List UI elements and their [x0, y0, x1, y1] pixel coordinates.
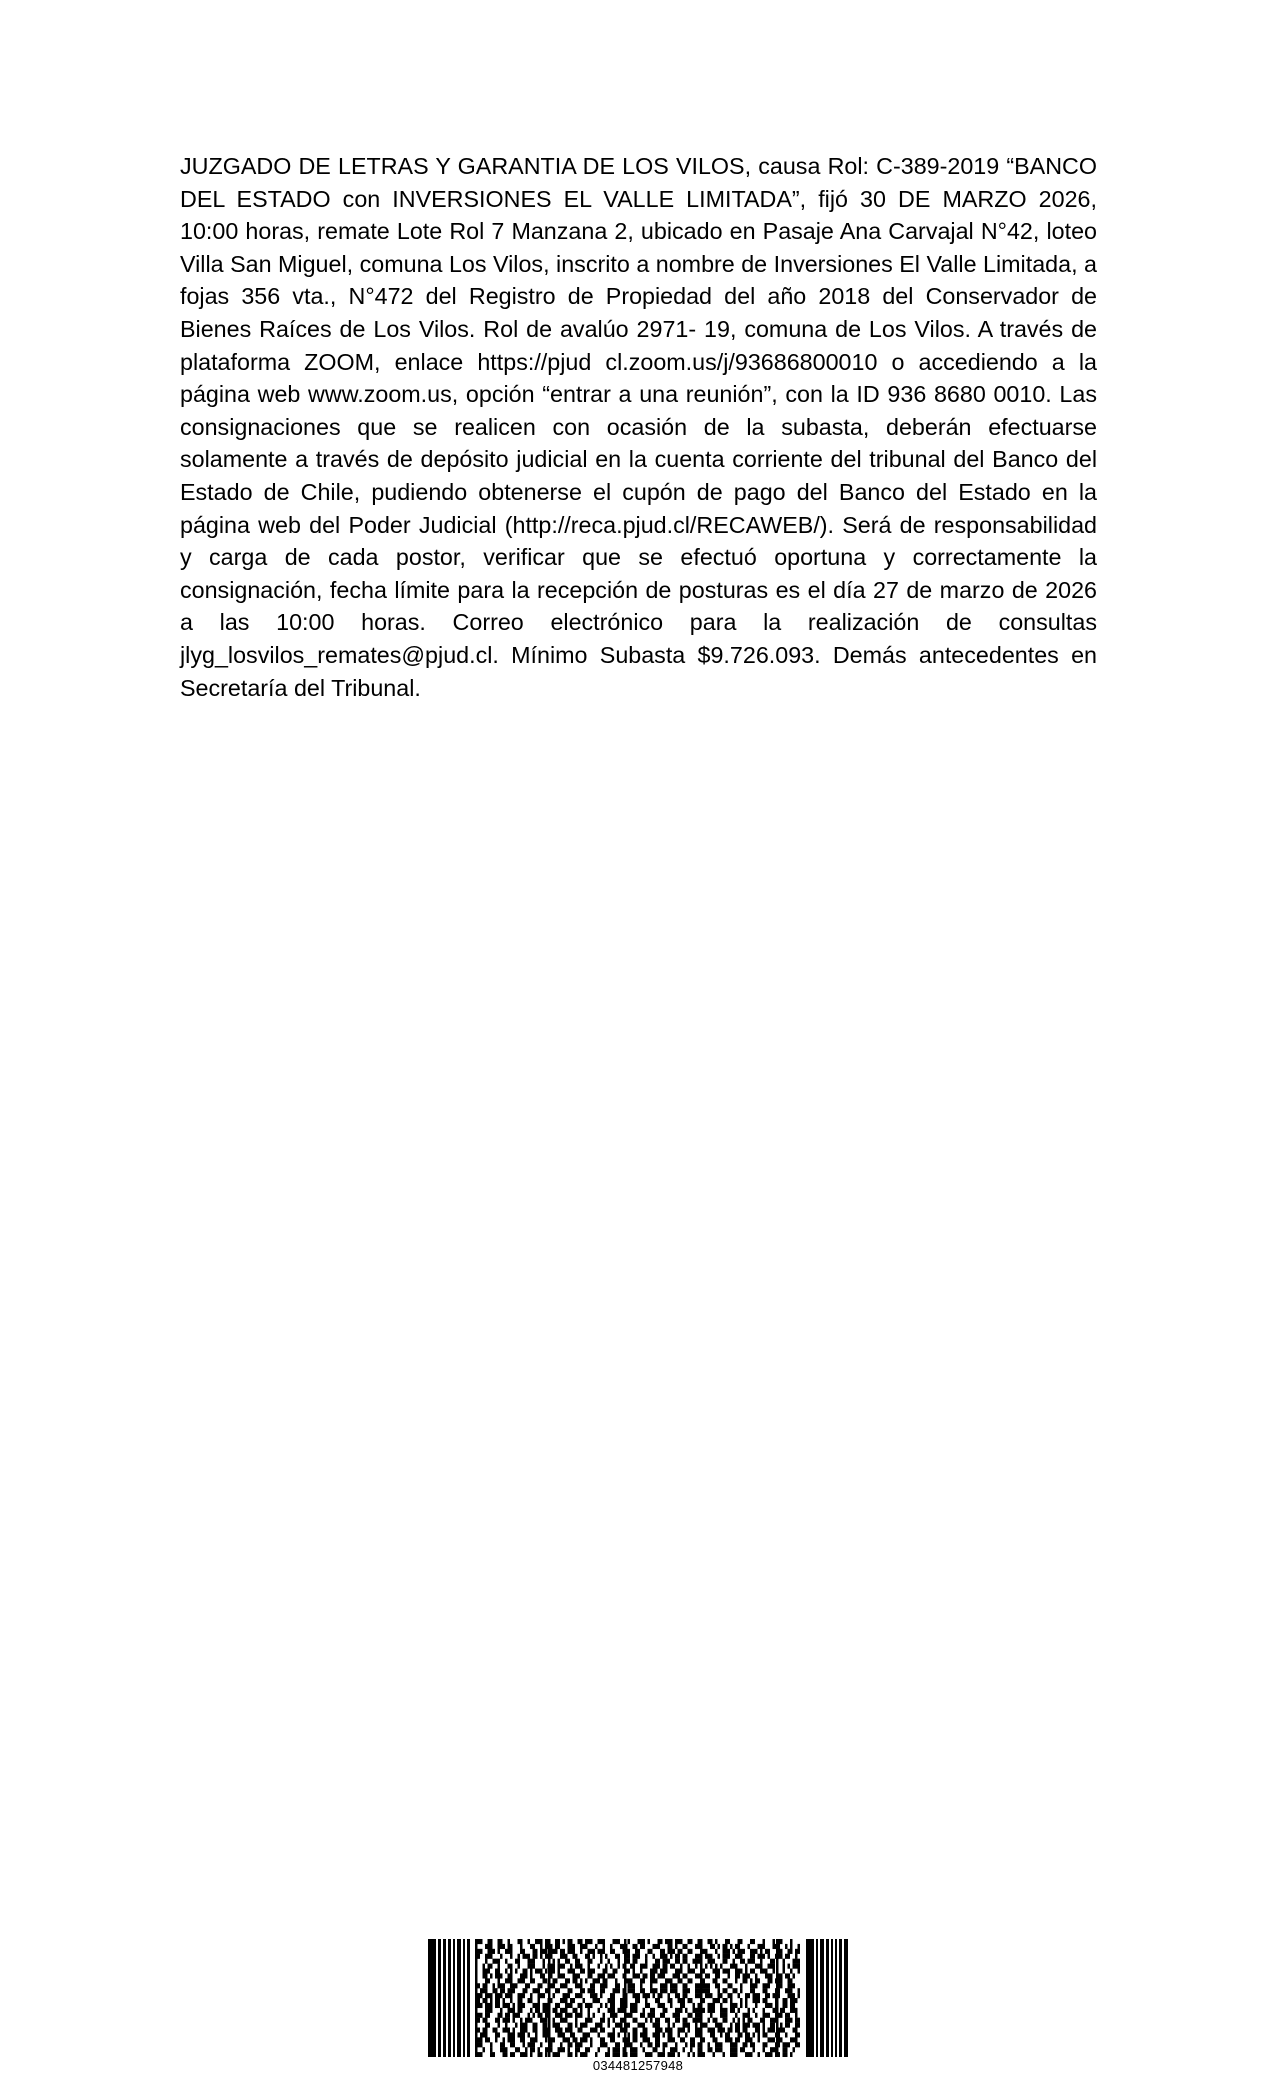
auction-notice-text: [180, 150, 1097, 704]
notice-line: en Secretaría del Tribunal.: [180, 641, 1097, 701]
notice-line: depósito judicial en la cuenta corriente del tribunal del Banco del Estado de Chile,: [180, 446, 1097, 505]
notice-line: pudiendo obtenerse el cupón de pago del Banco del Estado en la página web del: [180, 478, 1097, 538]
notice-line: fecha límite para la recepción de posturas es el día 27 de marzo de 2026 a las: [180, 576, 1097, 636]
notice-line: 19, comuna de Los Vilos. A través de plataforma ZOOM, enlace https://pjud: [180, 315, 1097, 375]
notice-line: del año 2018 del Conservador de Bienes Raíces de Los Vilos. Rol de avalúo 2971-: [180, 283, 1097, 342]
notice-line: Inversiones El Valle Limitada, a fojas 356 vta., N°472 del Registro de Propiedad: [180, 250, 1097, 310]
notice-line: “entrar a una reunión”, con la ID 936 8680 0010. Las consignaciones que se: [180, 381, 1097, 440]
notice-line: Carvajal N°42, loteo Villa San Miguel, comuna Los Vilos, inscrito a nombre de: [180, 218, 1097, 277]
pdf417-barcode-icon: [428, 1939, 848, 2057]
notice-line: jlyg_losvilos_remates@pjud.cl. Mínimo Subasta $9.726.093. Demás antecedentes: [180, 641, 1059, 668]
notice-line: Poder Judicial (http://reca.pjud.cl/RECAWEB/). Será de responsabilidad y carga de: [180, 511, 1097, 571]
notice-line: MARZO 2026, 10:00 horas, remate Lote Rol 7 Manzana 2, ubicado en Pasaje Ana: [180, 185, 1097, 245]
notice-line: 10:00 horas. Correo electrónico para la realización de consultas: [276, 609, 1097, 636]
notice-line: JUZGADO DE LETRAS Y GARANTIA DE LOS VILOS, causa Rol: C-389-2019: [180, 153, 1000, 179]
notice-line: realicen con ocasión de la subasta, deberán efectuarse solamente a través de: [180, 413, 1097, 473]
notice-line: “BANCO DEL ESTADO con INVERSIONES EL VALLE LIMITADA”, fijó 30 DE: [180, 153, 1097, 212]
notice-line: cada postor, verificar que se efectuó oportuna y correctamente la consignación,: [180, 544, 1097, 603]
notice-line: cl.zoom.us/j/93686800010 o accediendo a la página web www.zoom.us, opción: [180, 348, 1097, 408]
barcode: [428, 1939, 848, 2074]
barcode-number: 034481257948: [592, 2058, 684, 2073]
